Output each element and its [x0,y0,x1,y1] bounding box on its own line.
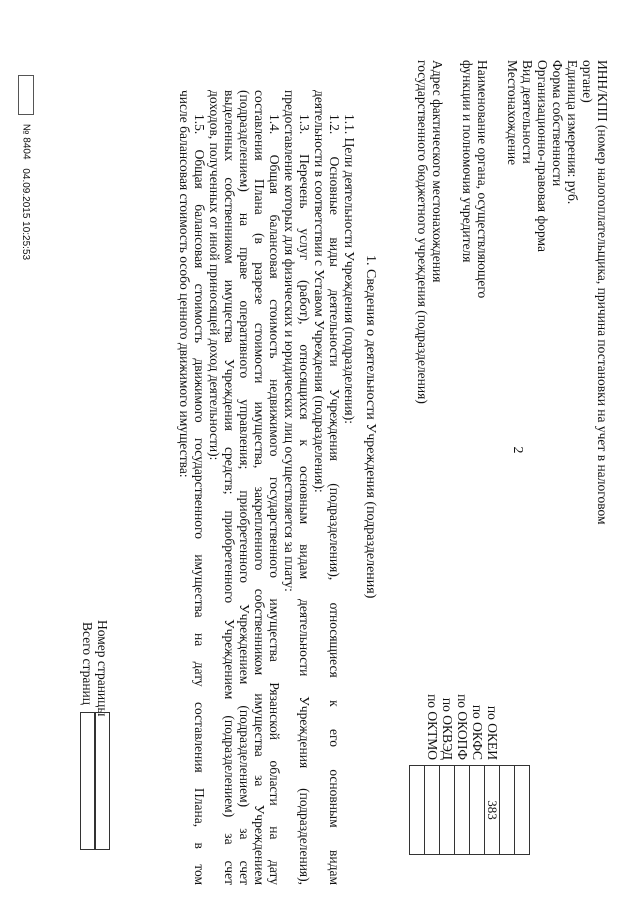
codes-labels [425,690,500,760]
body-line: (подразделением) на праве оперативного управления; приобретенного Учреждением (подразделением) за счет [237,90,252,885]
body-line: 1.5. Общая балансовая стоимость движимого государственного имущества на дату составления Плана, в том [192,114,207,885]
code-label-oktmo: по ОКТМО [425,694,440,760]
code-cell-oktmo [425,766,440,855]
header-gap [445,60,460,680]
code-cell [410,766,425,855]
body-line: 1.4. Общая балансовая стоимость недвижимого государственного имущества Рязанской области на дату [267,114,282,885]
total-pages-label: Всего страниц [80,622,95,705]
code-cell [500,766,515,855]
code-label-okfs: по ОКФС [470,704,485,760]
body-line: 1.1. Цели деятельности Учреждения (подразделения): [342,114,357,424]
total-pages-field [80,712,95,850]
page-number-label: Номер страницы [95,620,110,717]
code-cell-okopf [455,766,470,855]
code-label-okei: по ОКЕИ [485,705,500,760]
section-body [177,90,357,885]
header-line: Форма собственности [550,60,565,187]
body-line: 1.3. Перечень услуг (работ), относящихся к основным видам деятельности Учреждения (подразделения), [297,114,312,885]
section-title: 1. Сведения о деятельности Учреждения (подразделения) [363,255,378,599]
footer [18,75,34,260]
code-cell-okved [440,766,455,855]
code-cell-okei: 383 [485,766,500,855]
header-block [415,60,610,680]
body-line: составления Плана (в разрезе стоимости имущества, закрепленного собственником имущества за Учреждением [252,90,267,885]
header-line: Организационно-правовая форма [535,60,550,252]
code-label-okved: по ОКВЭД [440,697,455,760]
page-number: 2 [510,446,525,454]
body-line: числе балансовая стоимость особо ценного движимого имущества: [177,90,192,478]
body-line: 1.2. Основные виды деятельности Учреждения (подразделения), относящиеся к его основным видам [327,114,342,885]
header-line: функции и полномочия учредителя [460,60,475,263]
header-line: Адрес фактического местонахождения [430,60,445,283]
body-line: предоставление которых для физических и юридических лиц осуществляется за плату: [282,90,297,592]
body-line: выделенных собственником имущества Учреждения средств; приобретенного Учреждением (подразделением) за счет [222,90,237,885]
code-cell [515,766,530,855]
doc-number: № 8404 [20,123,32,160]
header-line: Единица измерения: руб. [565,60,580,205]
header-line: ИНН/КПП (номер налогоплательщика, причина постановки на учет в налоговом [595,60,610,525]
codes-table [409,765,530,855]
header-line: Вид деятельности [520,60,535,164]
body-line: деятельности в соответствии с Уставом Учреждения (подразделения): [312,90,327,493]
header-line: государственного бюджетного учреждения (подразделения) [415,60,430,404]
code-cell-okfs [470,766,485,855]
doc-timestamp: 04.09.2015 10:25:53 [20,168,32,261]
header-gap [490,60,505,680]
stamp-logo-icon [18,75,34,115]
code-label-okopf: по ОКОПФ [455,694,470,760]
header-line: Местонахождение [505,60,520,166]
page-number-field [95,712,110,850]
header-line: органе) [580,60,595,103]
header-line: Наименование органа, осуществляющего [475,60,490,299]
body-line: доходов, полученных от иной приносящей доход деятельности): [207,90,222,461]
